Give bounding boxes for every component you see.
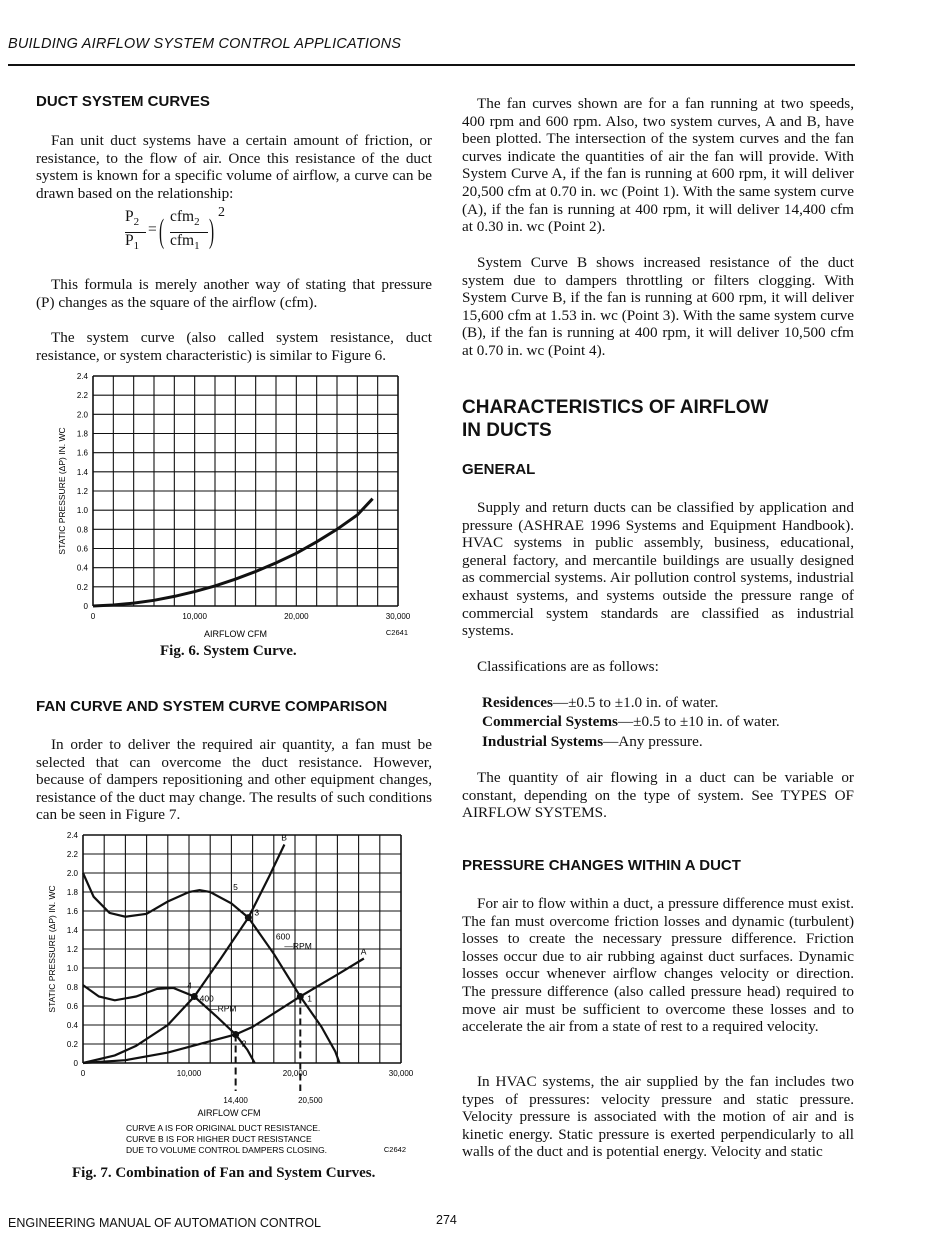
- x-tick-label: 20,000: [284, 612, 309, 621]
- pressure-paragraph-1: For air to flow within a duct, a pressure difference must exist. The fan must overcome friction losses and dynamic (turbulent) losses to create the necessary pressure difference. Friction losses occur due to air rubbing against duct surfaces. Dynamic losses occur whenever airflow changes velocity or direction. The pressure difference (also called pressure head) required to move air must be sufficient to overcome these losses and to accelerate the air from a state of rest to a required velocity.: [462, 895, 854, 1036]
- rpm600-label: 600: [275, 931, 291, 942]
- y-tick-label: 2.2: [66, 850, 78, 859]
- x-axis-label: AIRFLOW CFM: [197, 1108, 261, 1118]
- y-tick-label: 0.8: [66, 983, 78, 992]
- y-tick-label: 0.2: [66, 1040, 78, 1049]
- characteristics-heading-line1: CHARACTERISTICS OF AIRFLOW: [462, 397, 769, 418]
- y-tick-label: 0.4: [66, 1021, 78, 1030]
- formula-paren-right: ): [209, 213, 215, 250]
- y-tick-label: 1.8: [76, 429, 88, 439]
- formula-equals: =: [148, 221, 157, 238]
- y-tick-label: 2.2: [76, 391, 88, 401]
- rpm400-label: —RPM: [209, 1003, 237, 1014]
- classifications-intro: Classifications are as follows:: [477, 658, 659, 675]
- y-tick-label: 1.6: [66, 907, 78, 916]
- class-residences: Residences—±0.5 to ±1.0 in. of water.: [482, 694, 719, 711]
- operating-point-4: [191, 993, 198, 1000]
- formula-cfm2: cfm$_2$: [170, 208, 200, 229]
- operating-point-label: 5: [233, 881, 238, 892]
- x-tick-label: 10,000: [176, 1069, 202, 1078]
- x-tick-label: 0: [80, 1069, 86, 1078]
- y-tick-label: 1.6: [76, 448, 88, 458]
- characteristics-heading: [462, 396, 768, 442]
- duct-paragraph-2: This formula is merely another way of stating that pressure (P) changes as the square of the airflow (cfm).: [36, 276, 432, 311]
- curve-b-label: B: [281, 832, 287, 843]
- class-commercial: Commercial Systems—±0.5 to ±10 in. of water.: [482, 713, 780, 730]
- footer-manual-title: ENGINEERING MANUAL OF AUTOMATION CONTROL: [8, 1216, 321, 1230]
- general-paragraph-2: The quantity of air flowing in a duct can be variable or constant, depending on the type of system. See TYPES OF AIRFLOW SYSTEMS.: [462, 769, 854, 822]
- formula-p2: $P_2$: [125, 208, 140, 229]
- fig7-chart: [47, 826, 430, 1156]
- y-tick-label: 2.0: [76, 410, 88, 420]
- y-tick-label: 0.2: [76, 582, 88, 592]
- operating-point-label: 2: [241, 1038, 247, 1049]
- duct-system-curves-heading: DUCT SYSTEM CURVES: [36, 93, 210, 110]
- fan-curves-paragraph: The fan curves shown are for a fan running at two speeds, 400 rpm and 600 rpm. Also, two system curves, A and B, have been plotted. The intersection of the system curves and the fan curves indicate the quantities of air the fan will provide. With System Curve A, if the fan is running at 600 rpm, it will deliver 20,500 cfm at 0.70 in. wc (Point 1). With the same system curve (A), if the fan is running at 400 rpm, it will deliver 14,400 cfm at 0.30 in. wc (Point 2).: [462, 95, 854, 236]
- fig7-caption: Fig. 7. Combination of Fan and System Curves.: [72, 1165, 376, 1181]
- figure-code: C2642: [383, 1145, 406, 1154]
- x-tick-label: 30,000: [388, 1069, 414, 1078]
- pressure-changes-heading: PRESSURE CHANGES WITHIN A DUCT: [462, 857, 741, 874]
- header-rule: [8, 64, 855, 66]
- y-tick-label: 1.2: [76, 487, 88, 496]
- y-tick-label: 0.4: [76, 563, 88, 573]
- formula: [122, 205, 242, 260]
- y-tick-label: 0: [83, 602, 88, 611]
- operating-point-2: [232, 1031, 239, 1038]
- y-tick-label: 1.4: [76, 467, 88, 477]
- y-tick-label: 2.4: [66, 831, 78, 840]
- x-tick-label: 30,000: [385, 612, 411, 621]
- fan-paragraph-1: In order to deliver the required air quantity, a fan must be selected that can overcome the duct resistance. However, because of dampers repositioning and other equipment changes, resistance of the duct may change. The results of such conditions can be seen in Figure 7.: [36, 736, 432, 824]
- y-tick-label: 2.0: [66, 869, 78, 878]
- system-curve-b-line: [83, 845, 284, 1064]
- fig6-chart: [50, 368, 430, 643]
- class-industrial: Industrial Systems—Any pressure.: [482, 733, 703, 750]
- x-tick-label: 20,000: [282, 1069, 308, 1078]
- figure-code: C2641: [385, 628, 408, 637]
- y-tick-label: 0.6: [66, 1002, 78, 1011]
- formula-exponent: 2: [218, 205, 225, 220]
- x-tick-label: 10,000: [182, 612, 207, 621]
- general-heading: GENERAL: [462, 461, 536, 478]
- rpm600-label: —RPM: [284, 941, 312, 951]
- intersection-tick-label: 20,500: [298, 1096, 323, 1105]
- curve-note-line: DUE TO VOLUME CONTROL DAMPERS CLOSING.: [126, 1145, 328, 1155]
- y-tick-label: 1.4: [66, 926, 78, 935]
- y-tick-label: 0: [73, 1059, 78, 1068]
- x-tick-label: 0: [90, 612, 96, 621]
- general-paragraph-1: Supply and return ducts can be classified by application and pressure (ASHRAE 1996 Systems and Equipment Handbook). HVAC systems in public assembly, business, educational, general factory, and mercantile buildings are usually designed as commercial systems. Air pollution control systems, industrial exhaust systems, and systems outside the pressure range of commercial system standards are classified as industrial systems.: [462, 499, 854, 640]
- formula-paren-left: (: [159, 213, 165, 250]
- rpm400-label: 400: [199, 993, 214, 1004]
- curve-a-label: A: [360, 946, 367, 957]
- formula-p1: $P_1$: [125, 232, 140, 253]
- fan-curve-heading: FAN CURVE AND SYSTEM CURVE COMPARISON: [36, 698, 388, 715]
- operating-point-label: 1: [307, 993, 313, 1004]
- y-tick-label: 1.2: [66, 945, 78, 954]
- duct-paragraph-1: Fan unit duct systems have a certain amount of friction, or resistance, to the flow of air. Once this resistance of the duct system is known for a specific volume of airflow, a curve can be drawn based on the relationship:: [36, 132, 432, 202]
- characteristics-heading-line2: IN DUCTS: [462, 420, 552, 441]
- duct-paragraph-3: The system curve (also called system resistance, duct resistance, or system characteristic) is similar to Figure 6.: [36, 329, 432, 364]
- system-curve-b-paragraph: System Curve B shows increased resistance of the duct system due to dampers throttling or filters clogging. With System Curve B, if the fan is running at 600 rpm, it will deliver 15,600 cfm at 1.53 in. wc (Point 3). With the same system curve (B), if the fan is running at 400 rpm, it will deliver 10,500 cfm at 0.70 in. wc (Point 4).: [462, 254, 854, 359]
- y-tick-label: 1.0: [76, 506, 88, 516]
- y-tick-label: 0.8: [76, 525, 88, 535]
- curve-note-line: CURVE A IS FOR ORIGINAL DUCT RESISTANCE.: [126, 1123, 321, 1133]
- y-axis-label: STATIC PRESSURE (ΔP) IN. WC: [47, 885, 57, 1013]
- operating-point-label: 3: [254, 907, 260, 918]
- y-tick-label: 0.6: [76, 544, 88, 554]
- y-tick-label: 1.0: [66, 964, 78, 973]
- curve-note-line: CURVE B IS FOR HIGHER DUCT RESISTANCE: [126, 1134, 312, 1144]
- formula-cfm1: cfm$_1$: [170, 232, 200, 253]
- system-curve-line: [93, 499, 373, 606]
- y-tick-label: 2.4: [76, 372, 88, 381]
- y-axis-label: STATIC PRESSURE (ΔP) IN. WC: [57, 427, 67, 555]
- pressure-paragraph-2: In HVAC systems, the air supplied by the fan includes two types of pressures: velocity pressure and static pressure. Velocity pressure is associated with the motion of air and is kinetic energy. Static pressure is exerted perpendicularly to all walls of the duct and is potential energy. Velocity and static: [462, 1073, 854, 1161]
- operating-point-label: 4: [187, 980, 193, 991]
- operating-point-3: [245, 914, 252, 921]
- x-axis-label: AIRFLOW CFM: [204, 629, 267, 639]
- y-tick-label: 1.8: [66, 888, 78, 897]
- operating-point-1: [297, 993, 304, 1000]
- intersection-tick-label: 14,400: [223, 1096, 248, 1105]
- running-header: BUILDING AIRFLOW SYSTEM CONTROL APPLICATIONS: [8, 36, 402, 52]
- fig6-caption: Fig. 6. System Curve.: [160, 643, 297, 659]
- footer-page-number: 274: [436, 1213, 457, 1227]
